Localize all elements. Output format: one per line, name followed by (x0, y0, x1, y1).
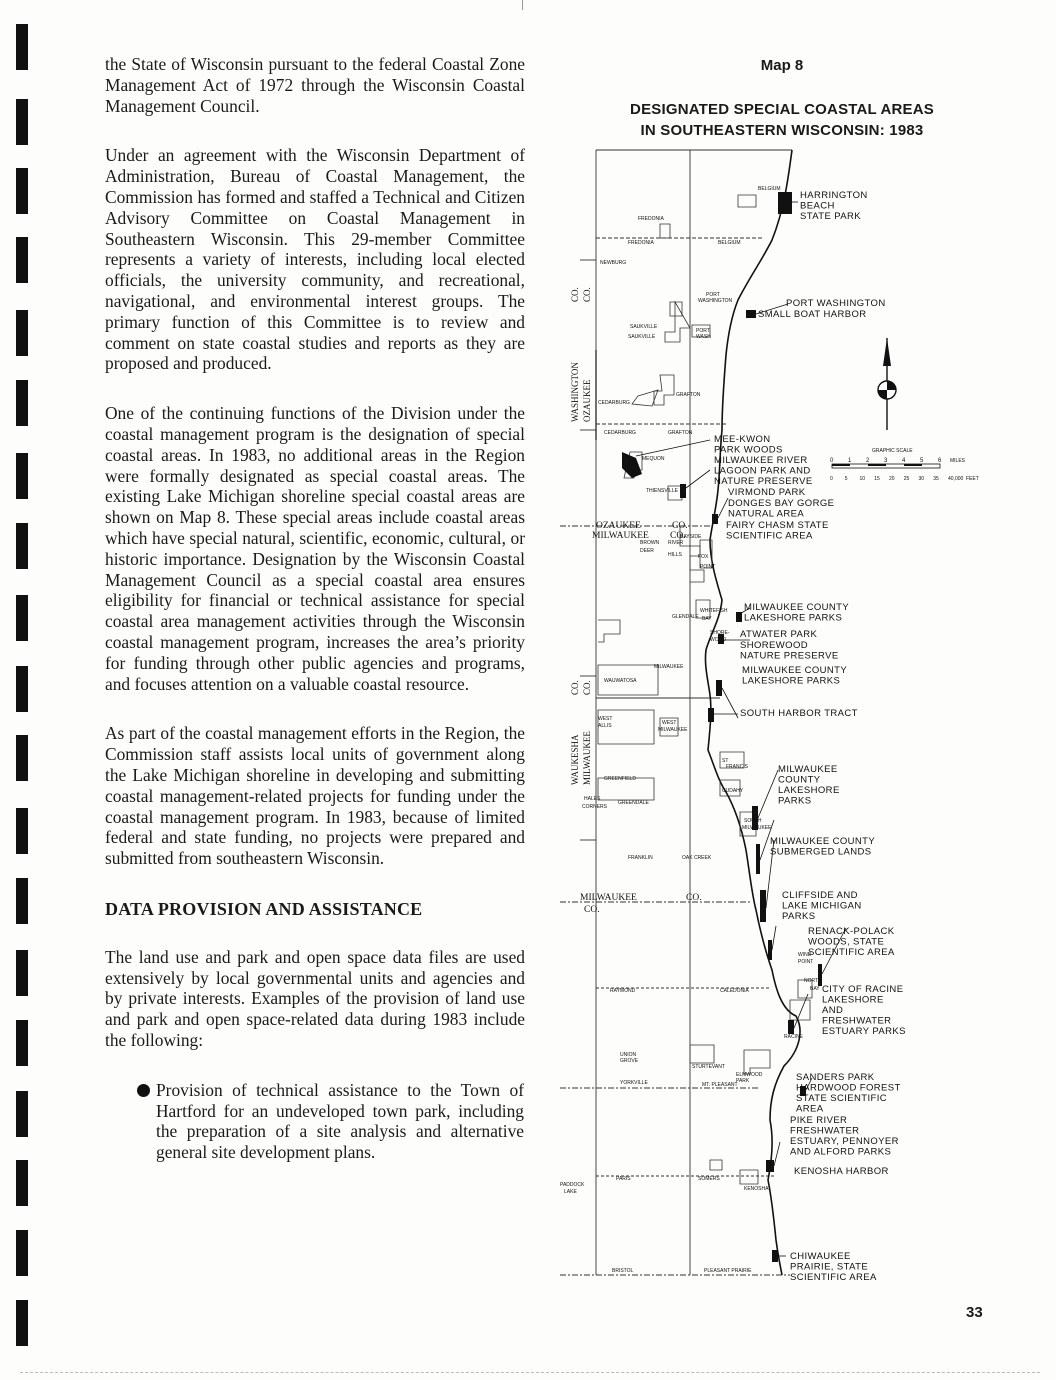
place-label: CORNERS (582, 804, 608, 810)
map-title-line: IN SOUTHEASTERN WISCONSIN: 1983 (640, 122, 924, 139)
area-label: CITY OF RACINE (822, 984, 904, 995)
svg-text:CHIWAUKEEPRAIRIE, STATESCIENTI (790, 1251, 877, 1283)
area-label: LAKESHORE PARKS (744, 612, 843, 624)
svg-text:MILWAUKEE COUNTYLAKESHORE PARK (742, 665, 847, 687)
place-label: RACINE (784, 1034, 803, 1040)
place-label: POINT (798, 959, 814, 965)
county-label: MILWAUKEE (580, 893, 637, 903)
place-label: GLENDALE (672, 614, 699, 620)
graphic-scale (830, 448, 979, 482)
place-label: SOUTH (744, 818, 762, 824)
svg-text:SHOREWOODNATURE PRESERVE (740, 640, 839, 662)
place-label: MILWAUKEE (658, 727, 688, 733)
svg-text:PIKE RIVERFRESHWATERESTUARY, P (790, 1115, 899, 1158)
binding-mark (16, 380, 28, 426)
paragraph: One of the continuing functions of the Division under the coastal management program is the designation of special coastal areas. In 1983, no additional areas in the Region were formally designated as special coastal areas. The existing Lake Michigan shoreline special coastal areas are shown on Map 8. These special areas include coastal areas which have special natural, scientific, economic, cultural, or historic importance. Designation by the Wisconsin Coastal Management Council as a special coastal area ensures eligibility for financial or technical assistance for special coastal area management activities through the Wisconsin coastal management program, increases the area’s priority for funding through other public agencies and programs, and focuses attention on a valuable coastal resource. (105, 403, 525, 694)
scale-tick-label: 30 (918, 476, 925, 482)
place-label: WOOD (710, 637, 727, 643)
text-column (105, 54, 525, 1163)
place-label: MILWAUKEE (654, 664, 684, 670)
area-label: AREA (796, 1103, 824, 1115)
area-label: PARKS (782, 911, 816, 922)
area-label: MILWAUKEE COUNTY (770, 836, 876, 847)
place-label: SHORE- (710, 630, 730, 636)
area-label: HARRINGTON (800, 190, 868, 201)
bullet-item (137, 1080, 525, 1163)
area-label: CLIFFSIDE AND (782, 890, 858, 901)
area-label: FAIRY CHASM STATE (726, 520, 829, 531)
paragraph: Under an agreement with the Wisconsin Department of Administration, Bureau of Coastal Management, the Commission has formed and staffed a Technical and Citizen Advisory Committee on Coastal Management in Southeastern Wisconsin. This 29-member Committee represents a variety of interests, including local elected officials, the university community, and recreational, navigational, and environmental interest groups. The primary function of this Committee is to review and comment on state coastal studies and reports as they are proposed and produced. (105, 145, 525, 374)
area-label: BEACH (800, 200, 835, 212)
svg-text:DONGES BAY GORGENATURAL AREA (728, 498, 834, 520)
place-label: POINT (700, 564, 716, 570)
area-label: STATE SCIENTIFIC (796, 1093, 888, 1104)
area-label: PARKS (778, 795, 812, 807)
area-label: DONGES BAY GORGE (728, 498, 835, 509)
scale-bar-segment (868, 464, 886, 466)
binding-mark (16, 237, 28, 283)
county-label: CO. (686, 893, 702, 903)
binding-mark (16, 735, 28, 781)
place-label: WIND (798, 952, 812, 958)
place-label: GREENDALE (618, 800, 649, 806)
place-label: PARIS (616, 1176, 631, 1182)
area-label: NATURE PRESERVE (740, 650, 839, 662)
area-label: SCIENTIFIC AREA (808, 947, 895, 958)
place-label: CUDAHY (722, 788, 744, 794)
place-label: BAY (810, 986, 820, 992)
place-label: BRISTOL (612, 1268, 634, 1274)
county-label: CO. (570, 287, 580, 302)
binding-mark (16, 1300, 28, 1346)
place-label: FRANCIS (726, 764, 748, 770)
paragraph: The land use and park and open space data files are used extensively by local governmental units and agencies and by private interests. Examples of the provision of land use and park and open space-related data during 1983 include the following: (105, 946, 525, 1051)
county-label: WASHINGTON (570, 362, 580, 422)
scale-tick-label: 40,000 (948, 476, 964, 482)
area-label: LAKE MICHIGAN (782, 900, 862, 912)
area-label: ATWATER PARK (740, 629, 818, 640)
county-label: MILWAUKEE (592, 531, 649, 541)
svg-text:MILWAUKEECOUNTYLAKESHOREPARKS (778, 764, 840, 807)
area-label: ESTUARY, PENNOYER (790, 1136, 899, 1147)
place-label: ELMWOOD (736, 1072, 763, 1078)
county-label: CO. (582, 680, 592, 695)
area-label: AND (822, 1005, 844, 1016)
place-label: SAUKVILLE (630, 324, 658, 330)
place-label: GROVE (620, 1058, 639, 1064)
area-label: PARK WOODS (714, 444, 783, 456)
scale-bar-segment (832, 464, 850, 466)
place-label: PLEASANT PRAIRIE (704, 1268, 752, 1274)
area-label: MILWAUKEE (778, 764, 838, 775)
binding-mark (16, 666, 28, 712)
place-label: BAYSIDE (680, 534, 702, 540)
county-label: CO. (584, 905, 600, 915)
svg-text:MILWAUKEE COUNTYLAKESHORE PARK (744, 602, 849, 624)
place-label: FREDONIA (628, 240, 654, 246)
place-label: GREENFIELD (604, 776, 636, 782)
place-label: WASHINGTON (698, 298, 733, 304)
scale-tick-label: 25 (903, 476, 910, 482)
area-label: VIRMOND PARK (728, 487, 806, 498)
binding-mark (16, 24, 28, 70)
place-label: BELGIUM (718, 240, 741, 246)
scale-unit: FEET (966, 476, 979, 482)
area-label: SCIENTIFIC AREA (726, 530, 813, 542)
scale-tick-label: 2 (866, 458, 870, 464)
special-area-markers (622, 192, 822, 1262)
binding-mark (16, 1230, 28, 1276)
binding-mark (16, 453, 28, 499)
area-label: LAGOON PARK AND (714, 465, 811, 477)
area-label: KENOSHA HARBOR (794, 1166, 889, 1177)
place-label: RIVER (668, 540, 684, 546)
area-label: CHIWAUKEE (790, 1251, 851, 1262)
scale-tick-label: 20 (889, 476, 895, 482)
county-label: OZAUKEE (596, 521, 641, 531)
scale-tick-label: 6 (938, 458, 942, 464)
svg-text:CITY OF RACINELAKESHOREANDFRES (822, 984, 906, 1037)
paragraph: As part of the coastal management efforts in the Region, the Commission staff assists local units of government along the Lake Michigan shoreline in developing and submitting coastal management-related projects for funding under the coastal management program. In 1983, because of limited federal and state funding, no projects were prepared and submitted from southeastern Wisconsin. (105, 723, 525, 869)
area-label: SCIENTIFIC AREA (790, 1272, 877, 1283)
place-label: RAYMOND (610, 988, 636, 994)
map-title (600, 99, 964, 141)
scale-tick-label: 0 (830, 476, 833, 482)
area-label: NATURE PRESERVE (714, 476, 813, 487)
county-label: CO. (582, 287, 592, 302)
binding-mark (16, 950, 28, 996)
place-label: GRAFTON (676, 392, 701, 398)
scale-tick-labels (830, 458, 942, 464)
place-label: BROWN (640, 540, 660, 546)
scale-bar (832, 464, 940, 468)
scale-tick-label: 35 (933, 476, 939, 482)
area-label: PRAIRIE, STATE (790, 1261, 869, 1273)
scale-tick-label: 0 (830, 458, 834, 464)
place-label: GRAFTON (668, 430, 693, 436)
north-arrow-icon (878, 338, 896, 430)
area-label: MILWAUKEE COUNTY (742, 665, 848, 676)
scale-tick-label: 15 (874, 476, 880, 482)
area-label: MILWAUKEE RIVER (714, 455, 808, 466)
place-label: MILWAUKEE (742, 825, 772, 831)
scale-tick-label: 10 (859, 476, 866, 482)
area-label: LAKESHORE (822, 994, 884, 1006)
area-label: SMALL BOAT HARBOR (758, 309, 867, 320)
binding-mark (16, 595, 28, 641)
scale-unit: MILES (950, 458, 966, 464)
place-label: PORT (696, 328, 710, 334)
svg-text:HARRINGTONBEACHSTATE PARK (800, 190, 868, 222)
area-label: PORT WASHINGTON (786, 298, 886, 309)
binding-mark (16, 523, 28, 569)
scale-tick-label: 3 (884, 458, 888, 464)
area-label: AND ALFORD PARKS (790, 1146, 892, 1158)
place-label: FREDONIA (638, 216, 664, 222)
area-label: WOODS, STATE (808, 936, 885, 948)
area-label: SHOREWOOD (740, 640, 808, 651)
area-label: LAKESHORE PARKS (742, 675, 841, 687)
area-label: HARDWOOD FOREST (796, 1082, 901, 1094)
area-label: FRESHWATER (790, 1125, 860, 1137)
svg-text:RENACK-POLACKWOODS, STATESCIEN (808, 926, 895, 958)
paragraph: the State of Wisconsin pursuant to the federal Coastal Zone Management Act of 1972 through the Wisconsin Coastal Management Council. (105, 54, 525, 116)
area-label: SANDERS PARK (796, 1072, 875, 1083)
scale-title: GRAPHIC SCALE (872, 448, 913, 454)
place-label: BELGIUM (758, 186, 781, 192)
place-label: FOX (698, 554, 709, 560)
scale-tick-label: 4 (902, 458, 906, 464)
binding-mark (16, 310, 28, 356)
binding-mark (16, 168, 28, 214)
area-label: FRESHWATER (822, 1015, 892, 1027)
area-label: SOUTH HARBOR TRACT (740, 708, 858, 719)
map-label: Map 8 (760, 57, 804, 74)
county-label: WAUKESHA (570, 734, 580, 785)
place-label: CALEDONIA (720, 988, 749, 994)
binding-mark (16, 808, 28, 854)
area-label: LAKESHORE (778, 785, 840, 796)
area-label: PIKE RIVER (790, 1115, 848, 1126)
municipal-boundaries (598, 195, 812, 1184)
county-label: MILWAUKEE (582, 731, 592, 785)
page-number: 33 (966, 1304, 983, 1321)
place-label: OAK CREEK (682, 855, 712, 861)
place-label: WEST (598, 716, 613, 722)
special-area-labels (714, 190, 906, 1283)
place-label: BAY (702, 616, 712, 622)
map-title-line: DESIGNATED SPECIAL COASTAL AREAS (630, 101, 934, 118)
area-label: NATURAL AREA (728, 508, 805, 520)
place-label: MT. PLEASANT (702, 1082, 738, 1088)
binding-mark (16, 1091, 28, 1137)
place-label: HALES (584, 796, 601, 802)
county-label: CO. (672, 521, 688, 531)
place-label: MEQUON (642, 456, 665, 462)
place-label: LAKE (564, 1189, 577, 1195)
section-heading: DATA PROVISION AND ASSISTANCE (105, 898, 423, 919)
place-label: WAUWATOSA (604, 678, 637, 684)
place-label: WHITEFISH (700, 608, 728, 614)
place-label: PARK (736, 1078, 750, 1084)
place-label: STURTEVANT (692, 1064, 725, 1070)
place-label: HILLS (668, 552, 682, 558)
area-label: MEE-KWON (714, 434, 771, 445)
svg-text:FAIRY CHASM STATESCIENTIFIC AR (726, 520, 829, 542)
scale-tick-label: 5 (920, 458, 924, 464)
place-label: CEDARBURG (604, 430, 636, 436)
area-label: ESTUARY PARKS (822, 1026, 906, 1037)
scale-tick-label: 1 (848, 458, 852, 464)
column-tick (522, 0, 523, 10)
place-label: SAUKVILLE (628, 334, 656, 340)
place-label: THIENSVILLE (646, 488, 678, 494)
scale-tick-label: 5 (844, 476, 848, 482)
place-label: FRANKLIN (628, 855, 653, 861)
coastal-map (560, 140, 1000, 1290)
svg-text:MILWAUKEE COUNTYSUBMERGED LAND (770, 836, 875, 858)
place-label: DEER (640, 548, 654, 554)
binding-mark (16, 878, 28, 924)
place-label: PORT (706, 292, 720, 298)
place-label: ST (722, 758, 729, 764)
binding-mark (16, 1160, 28, 1206)
area-label: SUBMERGED LANDS (770, 846, 872, 858)
county-label: OZAUKEE (582, 379, 592, 422)
scale-bar-segment (904, 464, 922, 466)
svg-text:MEE-KWONPARK WOODSMILWAUKEE RI (714, 434, 813, 487)
place-label: PADDOCK (560, 1182, 585, 1188)
svg-text:CLIFFSIDE ANDLAKE MICHIGANPARK (782, 890, 862, 922)
binding-mark (16, 99, 28, 145)
bullet-icon (137, 1084, 150, 1097)
bullet-text: Provision of technical assistance to the Town of Hartford for an undeveloped town park, including the preparation of a site analysis and alternative general site development plans. (156, 1079, 524, 1163)
page-edge (20, 1372, 1040, 1373)
place-label: UNION (620, 1052, 637, 1058)
svg-text:PORT WASHINGTONSMALL BOAT HARB (758, 298, 886, 320)
area-label: COUNTY (778, 774, 821, 786)
place-label: KENOSHA (744, 1186, 769, 1192)
place-label: NORTH (804, 978, 822, 984)
place-label: ALLIS (598, 723, 612, 729)
place-label: SOMERS (698, 1176, 720, 1182)
area-label: RENACK-POLACK (808, 926, 895, 937)
place-label: WEST (662, 720, 677, 726)
county-label: CO. (570, 680, 580, 695)
county-label: CO. (670, 531, 686, 541)
place-labels (560, 186, 822, 1274)
binding-mark (16, 1020, 28, 1066)
svg-text:SANDERS PARKHARDWOOD FORESTSTA (796, 1072, 901, 1115)
place-label: WASH (696, 334, 711, 340)
area-label: MILWAUKEE COUNTY (744, 602, 850, 613)
place-label: YORKVILLE (620, 1080, 648, 1086)
place-label: NEWBURG (600, 260, 627, 266)
place-label: CEDARBURG (598, 400, 630, 406)
area-label: STATE PARK (800, 211, 862, 222)
scale-tick-labels (830, 476, 964, 482)
